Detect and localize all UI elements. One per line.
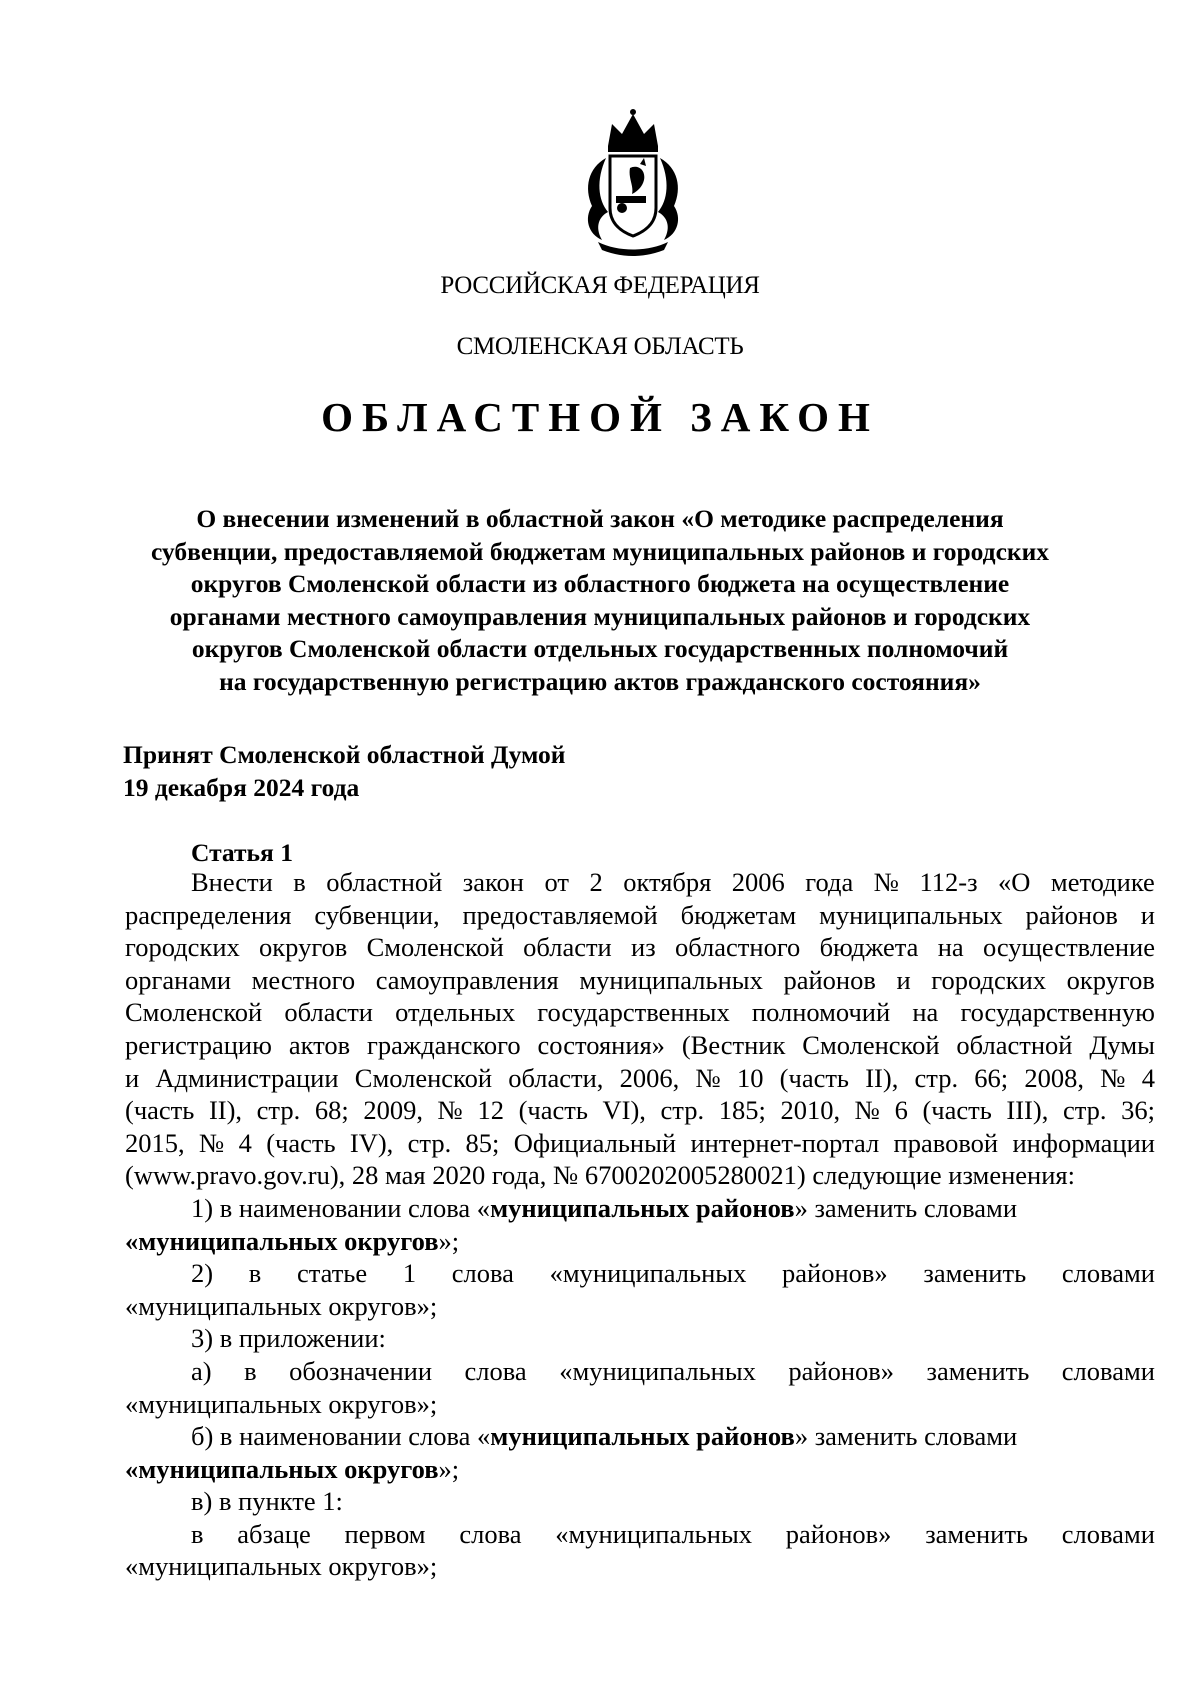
word: районов» [788,1355,895,1386]
word: предоставляемой [462,899,658,930]
word: в [293,867,306,897]
word: слова [459,1518,522,1549]
word: из [631,932,656,963]
word: округов [1066,964,1155,995]
word: Смоленской [354,1062,493,1093]
law-title-line: органами местного самоуправления муниципальных районов и городских [169,601,1031,631]
word: «муниципальных [555,1518,752,1549]
amendment-item-1: 1) в наименовании слова «муниципальных районов» заменить словами [191,1192,1017,1223]
law-title-line: округов Смоленской области отдельных государственных полномочий [191,634,1009,663]
document-type: ОБЛАСТНОЙ ЗАКОН [321,394,879,440]
word: № [854,1095,880,1126]
law-title [150,503,1050,698]
word: государственную [960,997,1155,1028]
law-title-line: округов Смоленской области из областного бюджета на осуществление [190,569,1010,598]
word: 66; [974,1062,1009,1093]
word: районов [783,964,876,995]
word: на [912,997,939,1028]
amendment-item-1-cont: «муниципальных округов»; [125,1225,460,1256]
word: II), [208,1095,243,1126]
word: субвенции, [314,899,440,930]
text-line [125,1029,1155,1062]
text-line [125,866,1155,899]
word: 185; [718,1095,766,1126]
region-name: СМОЛЕНСКАЯ ОБЛАСТЬ [456,333,744,360]
word: в [248,1258,262,1289]
word: местного [251,964,356,995]
word: словами [1061,1518,1155,1549]
word: муниципальных [579,964,763,995]
word: № [873,867,900,897]
word: 36; [1121,1095,1155,1126]
amendment-paragraph-1-cont: «муниципальных округов»; [125,1551,438,1582]
word: слова [464,1355,527,1386]
word: самоуправления [375,964,559,995]
word: № [695,1062,721,1093]
word: Смоленской [802,1029,940,1060]
word: 2010, [780,1095,841,1126]
word: 2006, [619,1062,680,1093]
article-heading: Статья 1 [191,838,293,867]
amendment-subitem-b-cont: «муниципальных округов»; [125,1453,460,1484]
word: области [284,997,373,1028]
word: Смоленской [125,997,263,1028]
word: абзаце [237,1518,311,1549]
word: III), [1006,1095,1049,1126]
word: «муниципальных [559,1355,756,1386]
word: 2008, [1024,1062,1084,1093]
article-body [125,866,1155,1583]
text-line [125,1127,1155,1160]
word: заменить [926,1355,1030,1386]
word: муниципальных [819,899,1003,930]
word: (часть [518,1095,588,1126]
word: стр. [660,1095,705,1126]
word: 2006 [731,867,785,897]
word: интернет-портал [690,1127,880,1158]
word: года [805,867,854,897]
word: и [125,1062,140,1093]
word: № [198,1127,225,1158]
word: II), [865,1062,899,1093]
word: «О [998,867,1031,897]
word: и [1140,899,1155,930]
word: 4 [238,1127,252,1158]
word: стр. [407,1127,452,1158]
law-title-line: О внесении изменений в областной закон «О методике распределения [196,504,1004,533]
word: Смоленской [366,932,504,963]
word: актов [288,1029,351,1060]
word: 4 [1141,1062,1155,1093]
law-title-line: на государственную регистрацию актов гражданского состояния» [219,666,981,696]
word: городских [931,964,1047,995]
text-line [125,1062,1155,1095]
text-line: (www.pravo.gov.ru), 28 мая 2020 года, № 6700202005280021) следующие изменения: [125,1160,1075,1191]
amendment-subitem-v: в) в пункте 1: [191,1486,343,1517]
law-title-line: субвенции, предоставляемой бюджетам муниципальных районов и городских [150,536,1050,566]
word: Внести [191,867,273,897]
word: октября [623,867,712,897]
amendment-item-3: 3) в приложении: [191,1323,386,1354]
word: (часть [779,1062,850,1093]
adopted-by: Принят Смоленской областной Думой [123,740,566,769]
word: бюджетам [680,899,797,930]
word: № [437,1095,463,1126]
word: 112-з [919,867,978,897]
word: словами [1061,1355,1155,1386]
word: 85; [465,1127,500,1158]
word: 68; [314,1095,349,1126]
word: 12 [477,1095,504,1126]
text-line [125,899,1155,932]
word: гражданского [367,1029,521,1060]
word: районов [1025,899,1118,930]
word: Думы [1089,1029,1155,1060]
word: первом [344,1518,426,1549]
word: № [1100,1062,1126,1093]
word: 2009, [363,1095,423,1126]
amendment-subitem-a [125,1355,1155,1388]
text-line [125,1094,1155,1127]
word: VI), [602,1095,646,1126]
word: осуществление [982,932,1155,963]
word: закон [462,867,524,897]
word: 2) [191,1258,214,1289]
word: областной [956,1029,1073,1060]
word: бюджета [819,932,919,963]
word: на [937,932,964,963]
word: обозначении [289,1355,433,1386]
word: стр. [1062,1095,1107,1126]
word: распределения [125,899,292,930]
word: стр. [914,1062,959,1093]
word: области, [508,1062,604,1093]
word: (Вестник [681,1029,786,1060]
country-name: РОССИЙСКАЯ ФЕДЕРАЦИЯ [440,272,760,299]
text-line [125,996,1155,1029]
word: словами [1061,1258,1155,1289]
word: отдельных [395,997,516,1028]
amendment-subitem-b: б) в наименовании слова «муниципальных районов» заменить словами [191,1421,1018,1452]
word: 2015, [125,1127,185,1158]
word: в [244,1355,257,1386]
word: в [191,1518,204,1549]
word: слова [451,1258,514,1289]
text-line [125,964,1155,997]
word: областной [326,867,443,897]
word: и [896,964,911,995]
word: (часть [922,1095,992,1126]
adoption-date: 19 декабря 2024 года [123,773,360,802]
word: методике [1050,867,1155,897]
word: статье [296,1258,368,1289]
word: 10 [736,1062,764,1093]
word: правовой [893,1127,999,1158]
word: 1 [402,1258,417,1289]
word: Официальный [513,1127,677,1158]
word: состояния» [537,1029,665,1060]
word: районов» [782,1258,888,1289]
word: округов [259,932,348,963]
amendment-paragraph-1 [125,1518,1155,1551]
amendment-subitem-a-cont: «муниципальных округов»; [125,1388,438,1419]
amendment-item-2 [125,1257,1155,1290]
word: государственных [537,997,730,1028]
word: 6 [894,1095,908,1126]
word: стр. [256,1095,301,1126]
text-line [125,931,1155,964]
word: заменить [925,1518,1028,1549]
word: (часть [125,1095,195,1126]
word: области [523,932,612,963]
word: полномочий [751,997,891,1028]
word: городских [125,932,240,963]
word: IV), [349,1127,394,1158]
word: районов» [785,1518,892,1549]
word: «муниципальных [549,1258,747,1289]
amendment-item-2-cont: «муниципальных округов»; [125,1290,438,1321]
word: информации [1012,1127,1155,1158]
word: областного [674,932,801,963]
word: от [544,867,569,897]
word: регистрацию [125,1029,272,1060]
word: органами [125,964,232,995]
word: заменить [923,1258,1027,1289]
word: (часть [266,1127,336,1158]
adoption-info [123,738,565,804]
word: а) [191,1355,212,1386]
coat-of-arms-icon [578,108,688,258]
word: Администрации [155,1062,339,1093]
word: 2 [589,867,603,897]
